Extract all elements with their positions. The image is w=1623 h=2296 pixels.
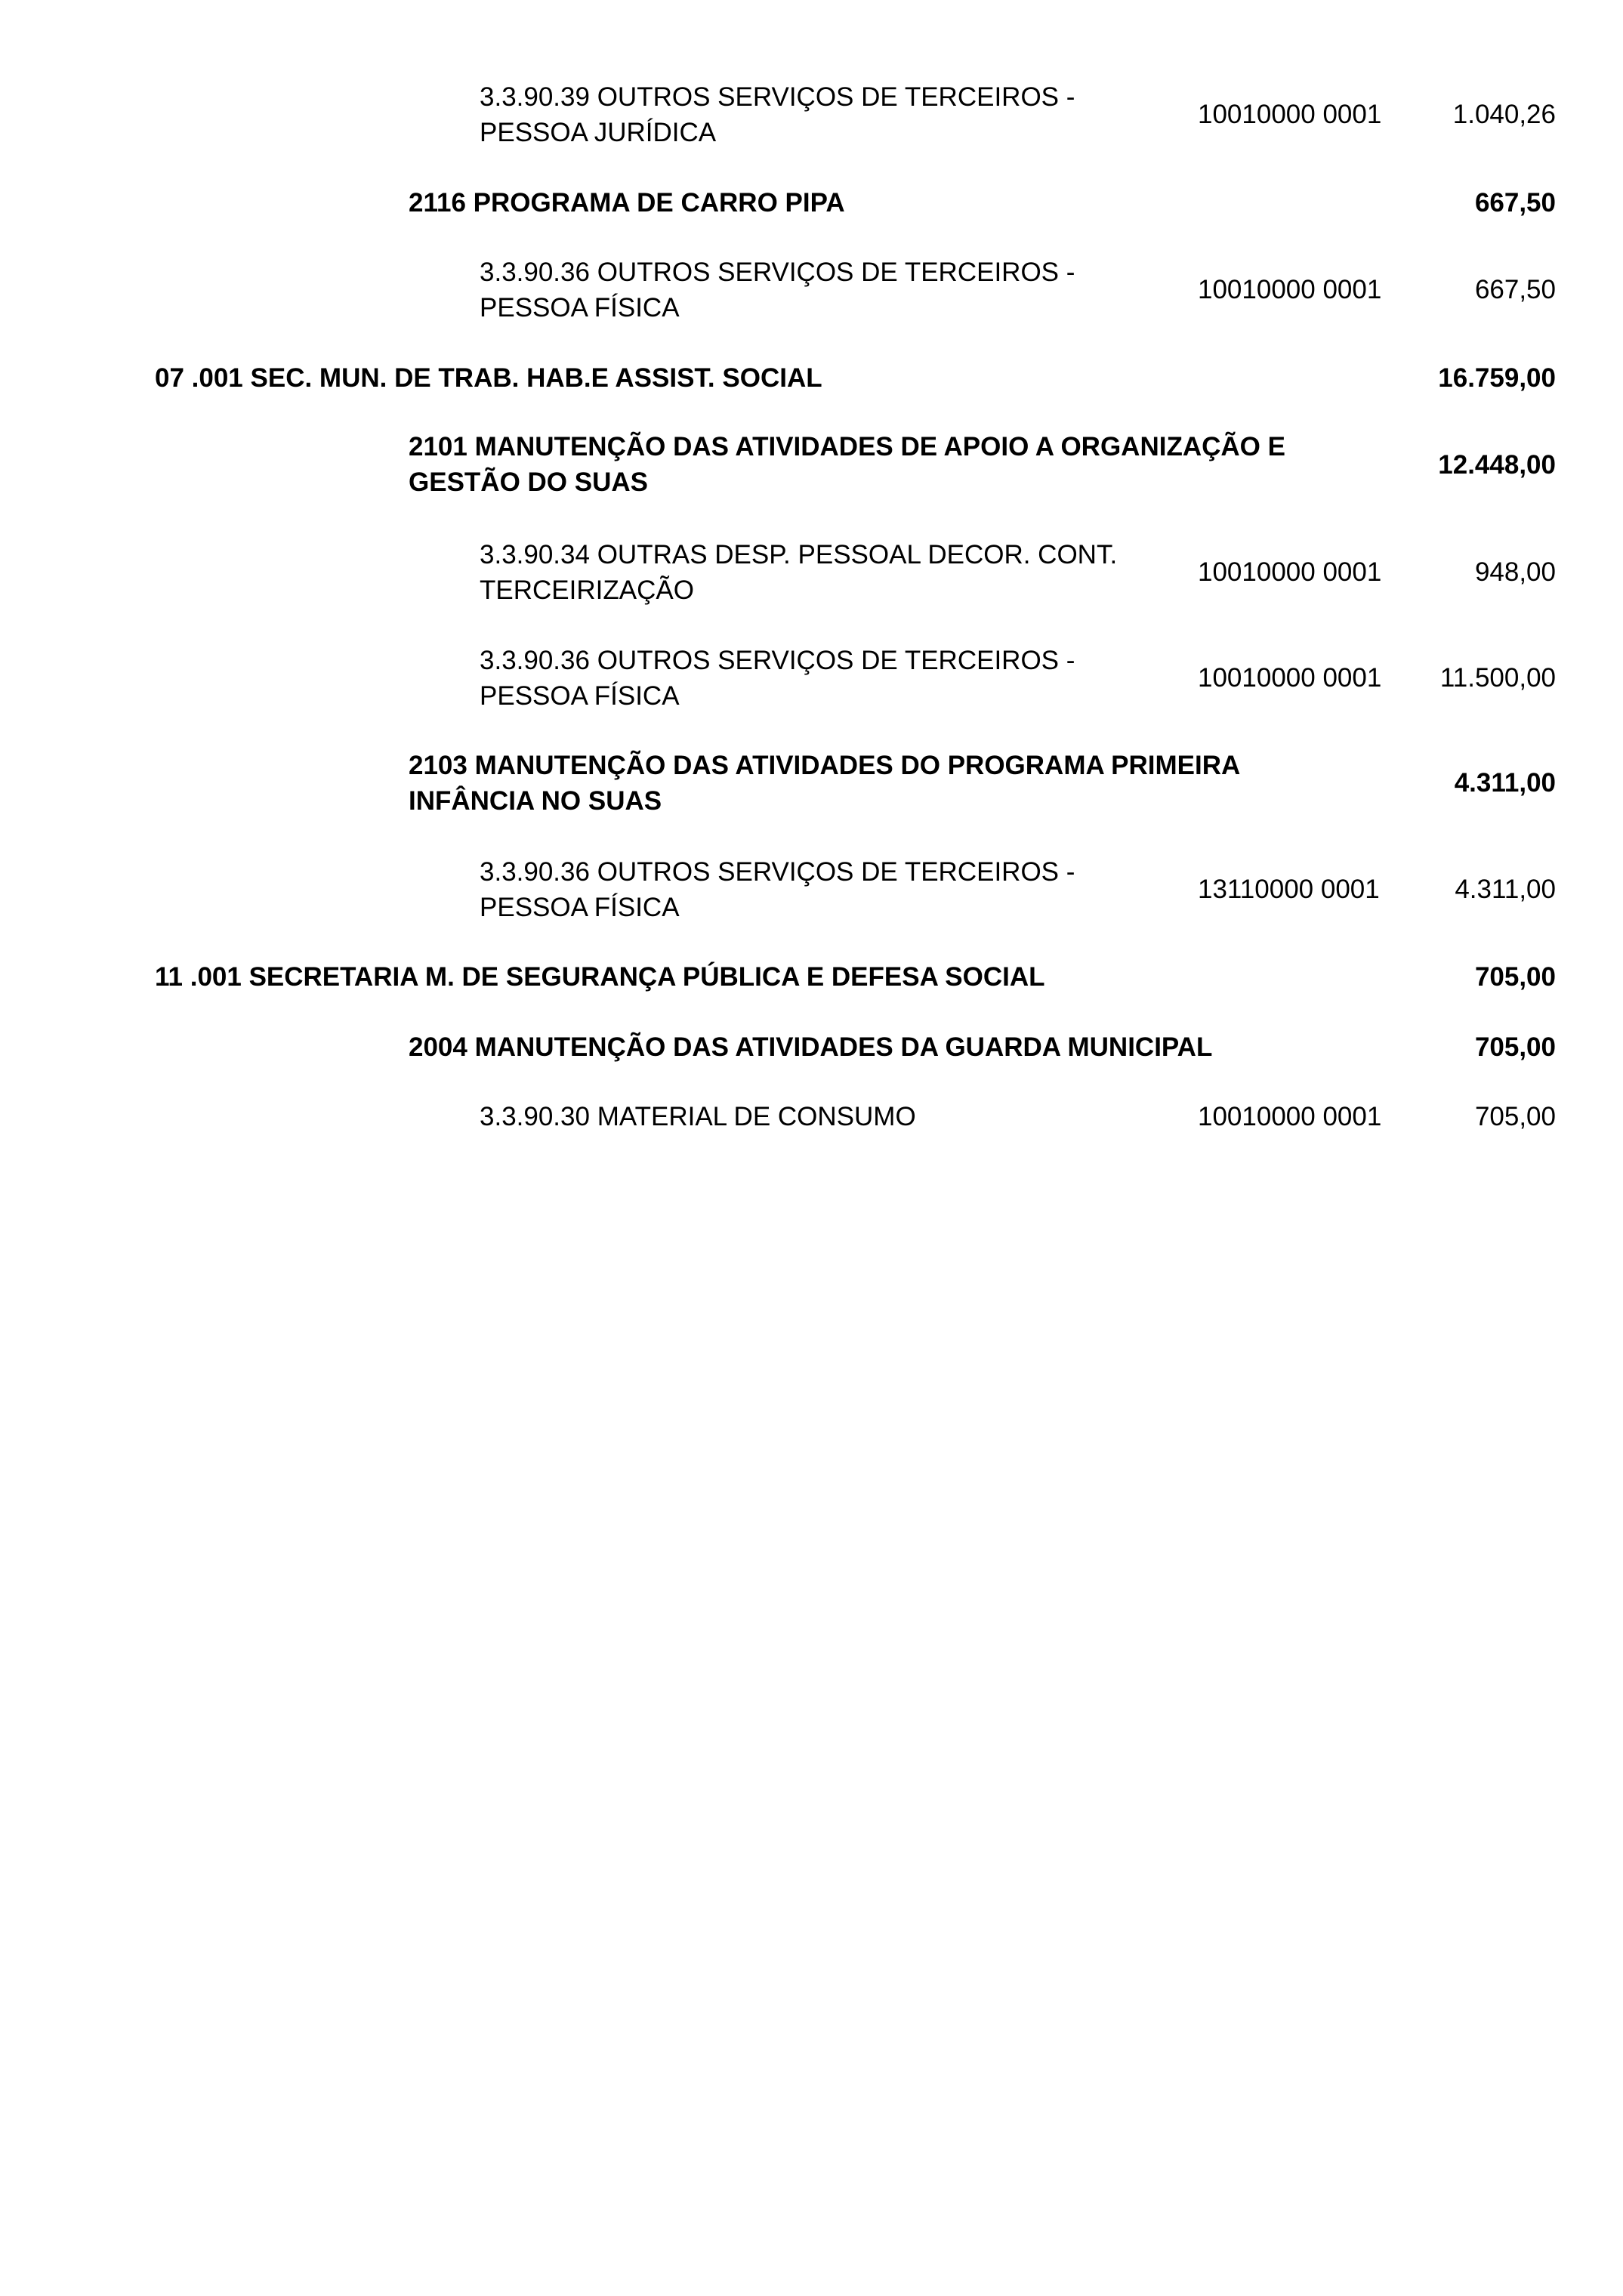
expense-description-line1: 3.3.90.36 OUTROS SERVIÇOS DE TERCEIROS - xyxy=(480,646,1075,675)
expense-fonte: 10010000 0001 xyxy=(1198,275,1382,304)
expense-valor: 667,50 xyxy=(1474,275,1556,304)
expense-valor: 4.311,00 xyxy=(1455,875,1556,904)
expense-description-line2: PESSOA FÍSICA xyxy=(480,293,680,322)
action-valor: 12.448,00 xyxy=(1438,450,1556,480)
expense-fonte: 13110000 0001 xyxy=(1198,875,1380,904)
expense-fonte: 10010000 0001 xyxy=(1198,1102,1382,1131)
expense-description-line1: 3.3.90.39 OUTROS SERVIÇOS DE TERCEIROS - xyxy=(480,82,1075,112)
action-valor: 667,50 xyxy=(1474,188,1556,218)
action-title-line2: GESTÃO DO SUAS xyxy=(409,468,648,497)
expense-description xyxy=(480,854,1152,925)
action-title-line1: 2103 MANUTENÇÃO DAS ATIVIDADES DO PROGRAMA PRIMEIRA xyxy=(409,751,1241,780)
action-valor: 4.311,00 xyxy=(1454,768,1556,798)
expense-valor: 948,00 xyxy=(1474,557,1556,587)
unit-valor: 705,00 xyxy=(1474,962,1556,992)
expense-valor: 11.500,00 xyxy=(1439,663,1556,693)
expense-fonte: 10010000 0001 xyxy=(1198,557,1382,587)
unit-title: 07 .001 SEC. MUN. DE TRAB. HAB.E ASSIST. SOCIAL xyxy=(155,363,822,393)
expense-description-line1: 3.3.90.36 OUTROS SERVIÇOS DE TERCEIROS - xyxy=(480,258,1075,287)
action-title-line2: INFÂNCIA NO SUAS xyxy=(409,786,662,816)
expense-description xyxy=(480,537,1152,608)
expense-description-line2: PESSOA FÍSICA xyxy=(480,893,680,922)
expense-description xyxy=(480,643,1152,714)
expense-valor: 1.040,26 xyxy=(1452,100,1556,129)
expense-fonte: 10010000 0001 xyxy=(1198,663,1382,693)
expense-description-line1: 3.3.90.34 OUTRAS DESP. PESSOAL DECOR. CONT. xyxy=(480,540,1118,569)
action-title xyxy=(409,429,1368,500)
expense-description-line2: PESSOA JURÍDICA xyxy=(480,118,717,147)
expense-description xyxy=(480,255,1152,326)
unit-title: 11 .001 SECRETARIA M. DE SEGURANÇA PÚBLICA E DEFESA SOCIAL xyxy=(155,962,1045,992)
expense-fonte: 10010000 0001 xyxy=(1198,100,1382,129)
expense-description-line1: 3.3.90.36 OUTROS SERVIÇOS DE TERCEIROS - xyxy=(480,857,1075,887)
expense-description xyxy=(480,79,1152,150)
action-title: 2116 PROGRAMA DE CARRO PIPA xyxy=(409,188,845,218)
unit-valor: 16.759,00 xyxy=(1438,363,1556,393)
expense-description: 3.3.90.30 MATERIAL DE CONSUMO xyxy=(480,1102,916,1131)
expense-description-line2: PESSOA FÍSICA xyxy=(480,681,680,711)
expense-valor: 705,00 xyxy=(1474,1102,1556,1131)
action-title xyxy=(409,748,1368,819)
action-valor: 705,00 xyxy=(1474,1032,1556,1062)
action-title-line1: 2101 MANUTENÇÃO DAS ATIVIDADES DE APOIO A ORGANIZAÇÃO E xyxy=(409,432,1285,461)
action-title: 2004 MANUTENÇÃO DAS ATIVIDADES DA GUARDA MUNICIPAL xyxy=(409,1032,1213,1062)
expense-description-line2: TERCEIRIZAÇÃO xyxy=(480,576,694,605)
